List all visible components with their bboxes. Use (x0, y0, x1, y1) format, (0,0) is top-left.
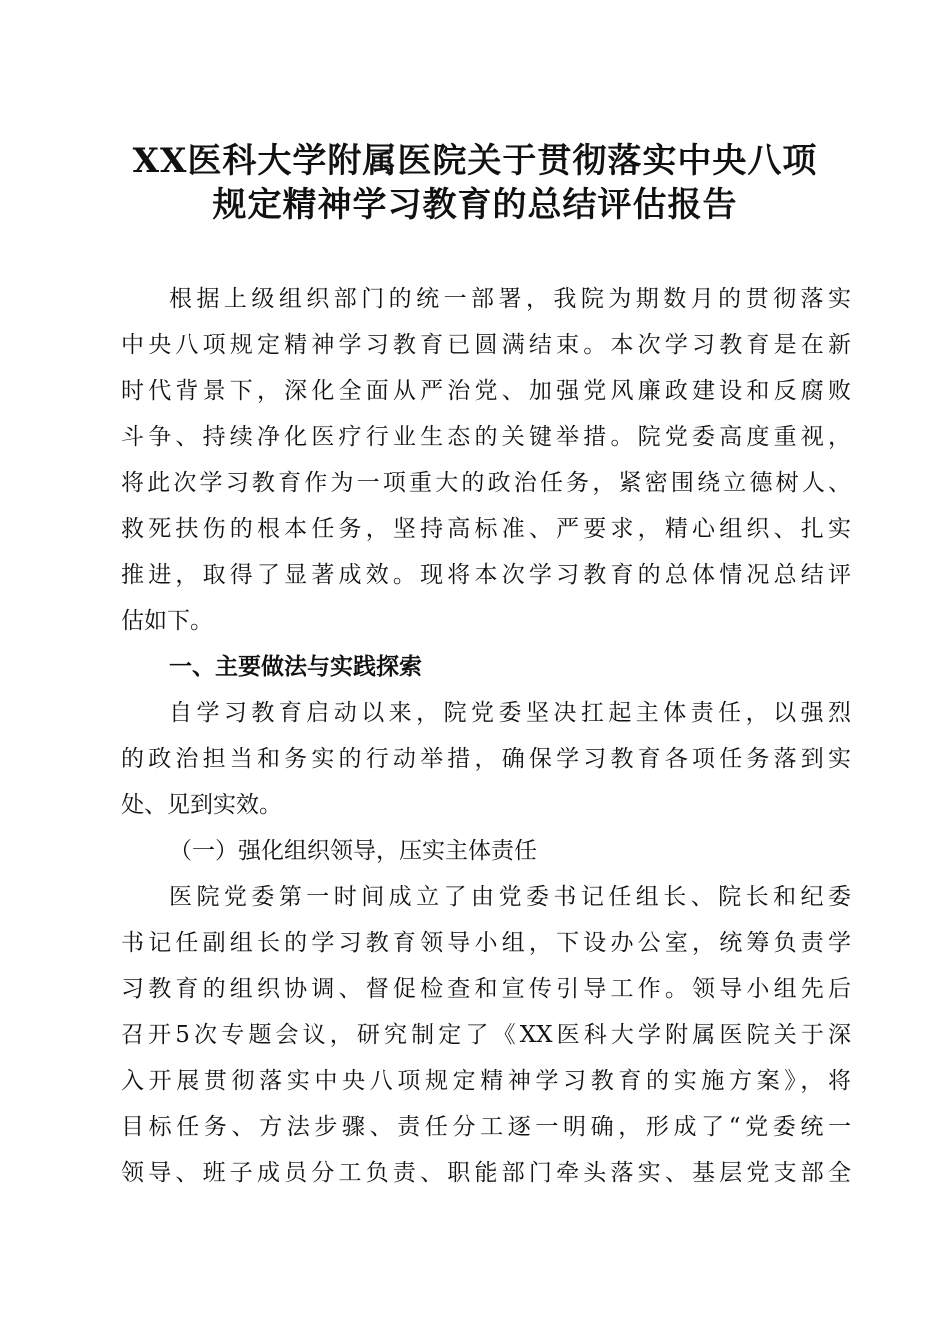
intro-line: 斗争、持续净化医疗行业生态的关键举措。院党委高度重视， (121, 424, 851, 450)
subsection-heading: （一）强化组织领导，压实主体责任 (169, 838, 537, 864)
subsection-line: 召开5次专题会议，研究制定了《XX医科大学附属医院关于深 (121, 1022, 851, 1048)
intro-line: 将此次学习教育作为一项重大的政治任务，紧密围绕立德树人、 (121, 470, 851, 496)
intro-line: 推进，取得了显著成效。现将本次学习教育的总体情况总结评 (121, 562, 851, 588)
document-title-line-1: XX医科大学附属医院关于贯彻落实中央八项 (132, 141, 818, 181)
intro-line: 救死扶伤的根本任务，坚持高标准、严要求，精心组织、扎实 (121, 516, 851, 542)
document-body (121, 276, 851, 1196)
document-title-line-2: 规定精神学习教育的总结评估报告 (212, 185, 738, 225)
section-line: 的政治担当和务实的行动举措，确保学习教育各项任务落到实 (121, 746, 851, 772)
intro-line: 根据上级组织部门的统一部署，我院为期数月的贯彻落实 (169, 286, 851, 312)
subsection-line: 入开展贯彻落实中央八项规定精神学习教育的实施方案》，将 (121, 1068, 851, 1094)
subsection-line: 领导、班子成员分工负责、职能部门牵头落实、基层党支部全 (121, 1160, 851, 1186)
section-line: 处、见到实效。 (121, 792, 282, 818)
intro-line: 时代背景下，深化全面从严治党、加强党风廉政建设和反腐败 (121, 378, 851, 404)
subsection-line: 书记任副组长的学习教育领导小组，下设办公室，统筹负责学 (121, 930, 851, 956)
section-heading: 一、主要做法与实践探索 (169, 654, 422, 680)
subsection-line: 习教育的组织协调、督促检查和宣传引导工作。领导小组先后 (121, 976, 851, 1002)
subsection-line: 目标任务、方法步骤、责任分工逐一明确，形成了“党委统一 (121, 1114, 851, 1140)
section-line: 自学习教育启动以来，院党委坚决扛起主体责任，以强烈 (169, 700, 851, 726)
subsection-line: 医院党委第一时间成立了由党委书记任组长、院长和纪委 (169, 884, 851, 910)
intro-line: 估如下。 (121, 608, 213, 634)
intro-line: 中央八项规定精神学习教育已圆满结束。本次学习教育是在新 (121, 332, 851, 358)
